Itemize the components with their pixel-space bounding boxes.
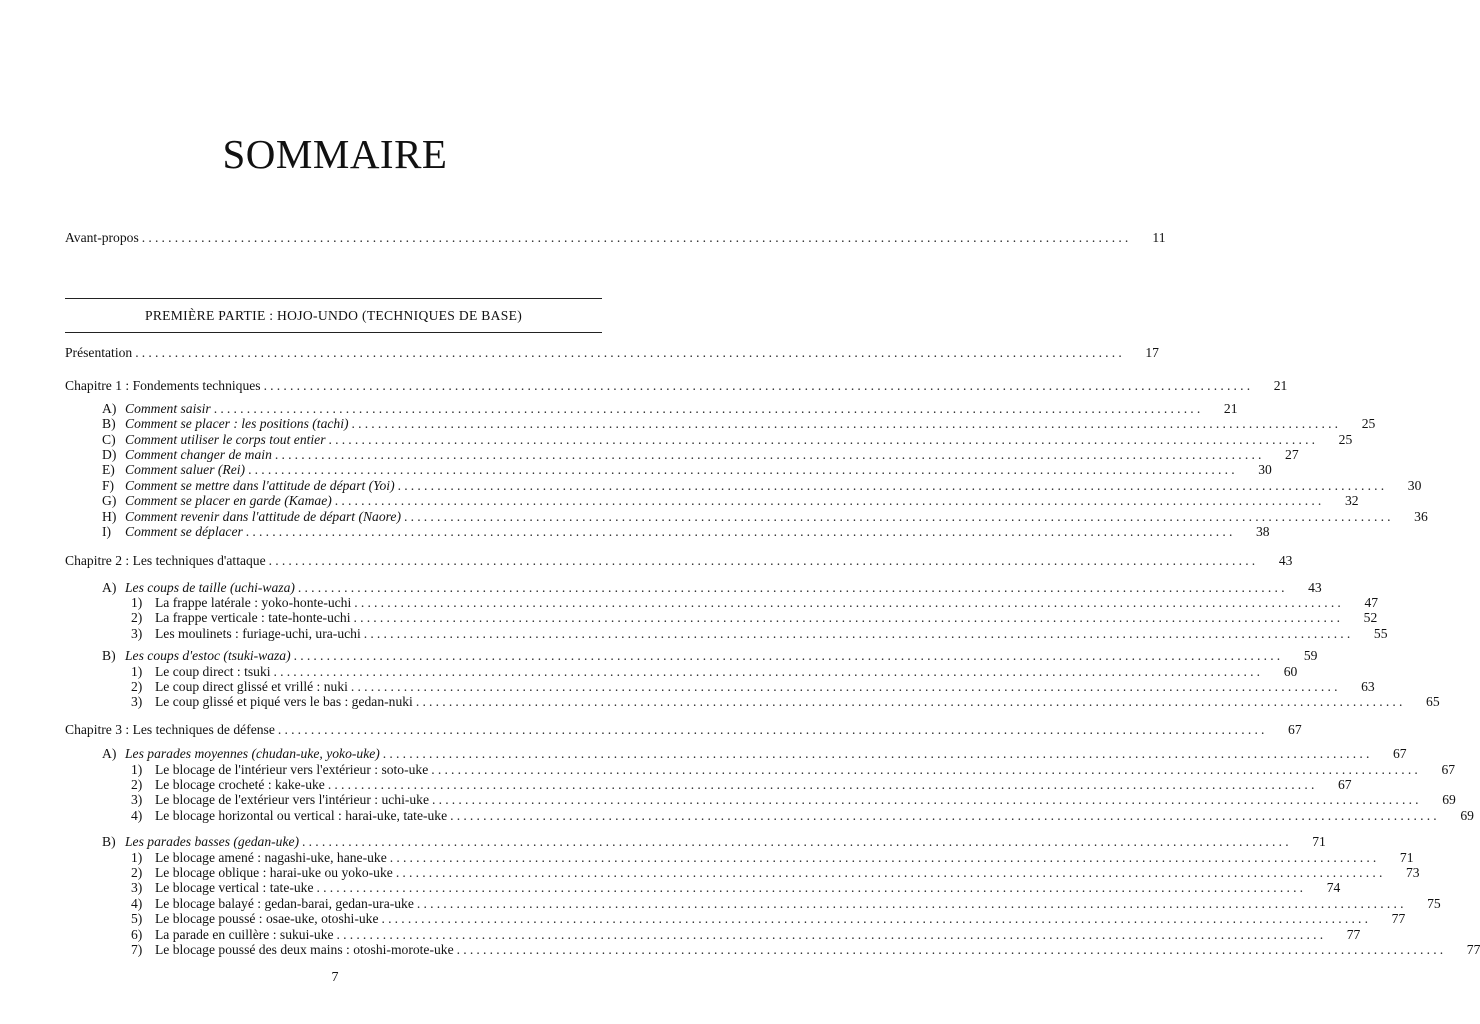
entry-title: Comment utiliser le corps tout entier xyxy=(125,431,326,447)
entry-title: Comment changer de main xyxy=(125,446,272,462)
dot-leader: ...................................................................................................................................................... xyxy=(404,508,1394,524)
entry-title: Les moulinets : furiage-uchi, ura-uchi xyxy=(155,625,361,641)
entry-marker: 1) xyxy=(131,849,143,865)
entry-title: Les coups de taille (uchi-waza) xyxy=(125,579,295,595)
entry-title: Le blocage balayé : gedan-barai, gedan-ura-uke xyxy=(155,895,414,911)
dot-leader: ...................................................................................................................................................... xyxy=(353,610,1344,626)
toc-entry xyxy=(65,345,1159,360)
entry-page: 71 xyxy=(1399,849,1414,865)
toc-entry xyxy=(65,926,1361,942)
entry-title: Le blocage amené : nagashi-uke, hane-uke xyxy=(155,849,387,865)
entry-page: 43 xyxy=(1308,579,1322,595)
entry-page: 74 xyxy=(1326,880,1341,896)
entry-title: Comment se placer : les positions (tachi) xyxy=(125,416,349,432)
entry-title: Les parades moyennes (chudan-uke, yoko-uke) xyxy=(125,746,380,762)
entry-title: Le coup direct glissé et vrillé : nuki xyxy=(155,679,348,695)
entry-title: Comment saluer (Rei) xyxy=(125,462,246,478)
entry-page: 69 xyxy=(1460,807,1474,823)
toc-entry xyxy=(65,378,1288,394)
toc-entry xyxy=(65,679,1375,695)
entry-page: 63 xyxy=(1361,679,1375,695)
entry-page: 25 xyxy=(1338,431,1353,447)
dot-leader: ...................................................................................................................................................... xyxy=(302,834,1292,850)
dot-leader: ...................................................................................................................................................... xyxy=(382,746,1373,762)
toc-entry xyxy=(65,446,1299,462)
entry-title: Le blocage vertical : tate-uke xyxy=(155,880,314,896)
entry-page: 71 xyxy=(1312,834,1326,850)
entry-page: 11 xyxy=(1152,230,1166,245)
entry-title: Le blocage de l'extérieur vers l'intérieur : uchi-uke xyxy=(155,792,430,808)
entry-title: Le blocage oblique : harai-uke ou yoko-uke xyxy=(155,864,393,880)
toc-entry xyxy=(65,761,1456,777)
toc-entry xyxy=(65,553,1293,569)
entry-page: 77 xyxy=(1391,911,1406,927)
toc-entry xyxy=(65,776,1352,792)
toc-entry xyxy=(65,911,1406,927)
dot-leader: ...................................................................................................................................................... xyxy=(350,679,1341,695)
entry-marker: 3) xyxy=(131,694,143,710)
toc-entry xyxy=(65,625,1388,641)
toc-entry xyxy=(65,849,1414,865)
entry-title: Chapitre 2 : Les techniques d'attaque xyxy=(65,553,266,569)
entry-page: 47 xyxy=(1364,595,1379,611)
dot-leader: ...................................................................................................................................................... xyxy=(389,849,1380,865)
toc-entry xyxy=(65,477,1422,493)
toc-entry xyxy=(65,610,1378,626)
dot-leader: ...................................................................................................................................................... xyxy=(431,761,1422,777)
entry-title: Le blocage poussé des deux mains : otoshi-morote-uke xyxy=(155,941,454,957)
entry-title: Le blocage poussé : osae-uke, otoshi-uke xyxy=(155,911,379,927)
entry-marker: 6) xyxy=(131,926,143,942)
dot-leader: ...................................................................................................................................................... xyxy=(293,648,1284,664)
entry-page: 27 xyxy=(1285,446,1299,462)
entry-page: 30 xyxy=(1258,462,1272,478)
toc-entry xyxy=(65,462,1272,478)
dot-leader: ...................................................................................................................................................... xyxy=(327,776,1318,792)
toc-entry xyxy=(65,663,1298,679)
dot-leader: ...................................................................................................................................................... xyxy=(381,911,1372,927)
toc-entry xyxy=(65,416,1376,432)
dot-leader: ...................................................................................................................................................... xyxy=(248,462,1238,478)
entry-page: 67 xyxy=(1392,746,1407,762)
entry-marker: C) xyxy=(102,431,116,447)
dot-leader: ...................................................................................................................................................... xyxy=(456,941,1447,957)
dot-leader: ...................................................................................................................................................... xyxy=(450,807,1440,823)
toc-entry xyxy=(65,523,1270,539)
entry-marker: G) xyxy=(102,493,117,509)
entry-title: Le coup glissé et piqué vers le bas : gedan-nuki xyxy=(155,694,413,710)
dot-leader: ...................................................................................................................................................... xyxy=(297,579,1288,595)
toc-entry xyxy=(65,807,1474,823)
toc-entry xyxy=(65,493,1359,509)
entry-title: Les coups d'estoc (tsuki-waza) xyxy=(125,648,291,664)
entry-page: 65 xyxy=(1426,694,1440,710)
entry-marker: 4) xyxy=(131,895,143,911)
dot-leader: ...................................................................................................................................................... xyxy=(277,721,1268,737)
entry-title: La frappe verticale : tate-honte-uchi xyxy=(155,610,351,626)
entry-page: 36 xyxy=(1414,508,1428,524)
dot-leader: ...................................................................................................................................................... xyxy=(245,523,1236,539)
dot-leader: ...................................................................................................................................................... xyxy=(213,400,1204,416)
toc-entry xyxy=(65,746,1407,762)
toc-entry xyxy=(65,880,1341,896)
entry-marker: 2) xyxy=(131,776,143,792)
entry-page: 67 xyxy=(1288,721,1302,737)
dot-leader: ...................................................................................................................................................... xyxy=(351,416,1342,432)
entry-marker: H) xyxy=(102,508,117,524)
entry-title: Le blocage de l'intérieur vers l'extérieur : soto-uke xyxy=(155,761,429,777)
entry-marker: 3) xyxy=(131,792,143,808)
dot-leader: ...................................................................................................................................................... xyxy=(274,446,1265,462)
toc-entry xyxy=(65,834,1326,850)
entry-page: 21 xyxy=(1223,400,1238,416)
entry-marker: A) xyxy=(102,400,117,416)
entry-title: La frappe latérale : yoko-honte-uchi xyxy=(155,595,352,611)
dot-leader: ...................................................................................................................................................... xyxy=(395,864,1386,880)
entry-page: 38 xyxy=(1255,523,1270,539)
dot-leader: ...................................................................................................................................................... xyxy=(268,553,1259,569)
entry-marker: A) xyxy=(102,579,117,595)
toc-entry xyxy=(65,230,1166,245)
entry-marker: I) xyxy=(102,523,112,539)
toc-entry xyxy=(65,400,1238,416)
part-heading: PREMIÈRE PARTIE : HOJO-UNDO (TECHNIQUES DE BASE) xyxy=(65,298,602,333)
entry-title: Le blocage crocheté : kake-uke xyxy=(155,776,325,792)
entry-marker: 5) xyxy=(131,911,143,927)
entry-marker: D) xyxy=(102,446,117,462)
toc-entry xyxy=(65,792,1456,808)
dot-leader: ...................................................................................................................................................... xyxy=(328,431,1319,447)
entry-marker: 3) xyxy=(131,880,143,896)
entry-page: 55 xyxy=(1373,625,1388,641)
toc-entry xyxy=(65,694,1440,710)
entry-marker: F) xyxy=(102,477,115,493)
entry-marker: 2) xyxy=(131,864,143,880)
entry-title: Comment revenir dans l'attitude de départ (Naore) xyxy=(125,508,401,524)
entry-title: La parade en cuillère : sukui-uke xyxy=(155,926,334,942)
entry-marker: B) xyxy=(102,834,116,850)
toc-front-matter xyxy=(65,230,1166,245)
entry-title: Le coup direct : tsuki xyxy=(155,663,271,679)
entry-page: 73 xyxy=(1405,864,1420,880)
entry-title: Les parades basses (gedan-uke) xyxy=(125,834,300,850)
dot-leader: ...................................................................................................................................................... xyxy=(397,477,1388,493)
entry-title: Comment saisir xyxy=(125,400,211,416)
dot-leader: ...................................................................................................................................................... xyxy=(336,926,1327,942)
entry-marker: 2) xyxy=(131,610,143,626)
entry-title: Avant-propos xyxy=(65,230,139,245)
entry-marker: E) xyxy=(102,462,115,478)
entry-page: 17 xyxy=(1145,345,1159,360)
dot-leader: ...................................................................................................................................................... xyxy=(363,625,1354,641)
dot-leader: ...................................................................................................................................................... xyxy=(415,694,1406,710)
entry-page: 59 xyxy=(1303,648,1318,664)
entry-page: 67 xyxy=(1441,761,1456,777)
entry-marker: A) xyxy=(102,746,117,762)
entry-title: Comment se placer en garde (Kamae) xyxy=(125,493,332,509)
entry-marker: B) xyxy=(102,648,116,664)
toc-entry xyxy=(65,579,1322,595)
entry-marker: 7) xyxy=(131,941,143,957)
dot-leader: ...................................................................................................................................................... xyxy=(354,595,1345,611)
dot-leader: ...................................................................................................................................................... xyxy=(273,663,1264,679)
toc-entry xyxy=(65,864,1420,880)
dot-leader: ...................................................................................................................................................... xyxy=(316,880,1307,896)
dot-leader: ...................................................................................................................................................... xyxy=(334,493,1325,509)
entry-title: Chapitre 1 : Fondements techniques xyxy=(65,378,261,394)
dot-leader: ...................................................................................................................................................... xyxy=(416,895,1407,911)
entry-marker: 1) xyxy=(131,761,143,777)
toc-entry xyxy=(65,895,1441,911)
entry-page: 30 xyxy=(1407,477,1422,493)
entry-title: Le blocage horizontal ou vertical : harai-uke, tate-uke xyxy=(155,807,448,823)
toc-entry xyxy=(65,721,1302,737)
page-title: SOMMAIRE xyxy=(222,131,448,177)
entry-title: Comment se déplacer xyxy=(125,523,243,539)
entry-page: 32 xyxy=(1344,493,1359,509)
entry-marker: 1) xyxy=(131,595,143,611)
toc-entry xyxy=(65,941,1480,957)
entry-page: 25 xyxy=(1361,416,1376,432)
entry-marker: 3) xyxy=(131,625,143,641)
entry-marker: 4) xyxy=(131,807,143,823)
entry-page: 77 xyxy=(1346,926,1361,942)
entry-marker: 2) xyxy=(131,679,143,695)
entry-marker: B) xyxy=(102,416,116,432)
entry-page: 77 xyxy=(1466,941,1480,957)
entry-page: 43 xyxy=(1278,553,1293,569)
entry-title: Présentation xyxy=(65,345,133,360)
toc-entry xyxy=(65,508,1428,524)
dot-leader: ...................................................................................................................................................... xyxy=(263,378,1254,394)
entry-marker: 1) xyxy=(131,663,143,679)
entry-title: Chapitre 3 : Les techniques de défense xyxy=(65,721,275,737)
toc-entry xyxy=(65,648,1318,664)
dot-leader: ...................................................................................................................................................... xyxy=(432,792,1422,808)
dot-leader: ...................................................................................................................................................... xyxy=(141,230,1132,245)
entry-page: 52 xyxy=(1363,610,1378,626)
toc-entries xyxy=(65,345,1480,957)
entry-page: 75 xyxy=(1427,895,1441,911)
page-number: 7 xyxy=(331,970,339,985)
entry-page: 60 xyxy=(1283,663,1298,679)
toc-entry xyxy=(65,431,1353,447)
entry-page: 69 xyxy=(1442,792,1456,808)
dot-leader: ...................................................................................................................................................... xyxy=(135,345,1125,360)
entry-page: 67 xyxy=(1338,776,1352,792)
entry-title: Comment se mettre dans l'attitude de départ (Yoi) xyxy=(125,477,395,493)
entry-page: 21 xyxy=(1273,378,1288,394)
toc-entry xyxy=(65,595,1379,611)
